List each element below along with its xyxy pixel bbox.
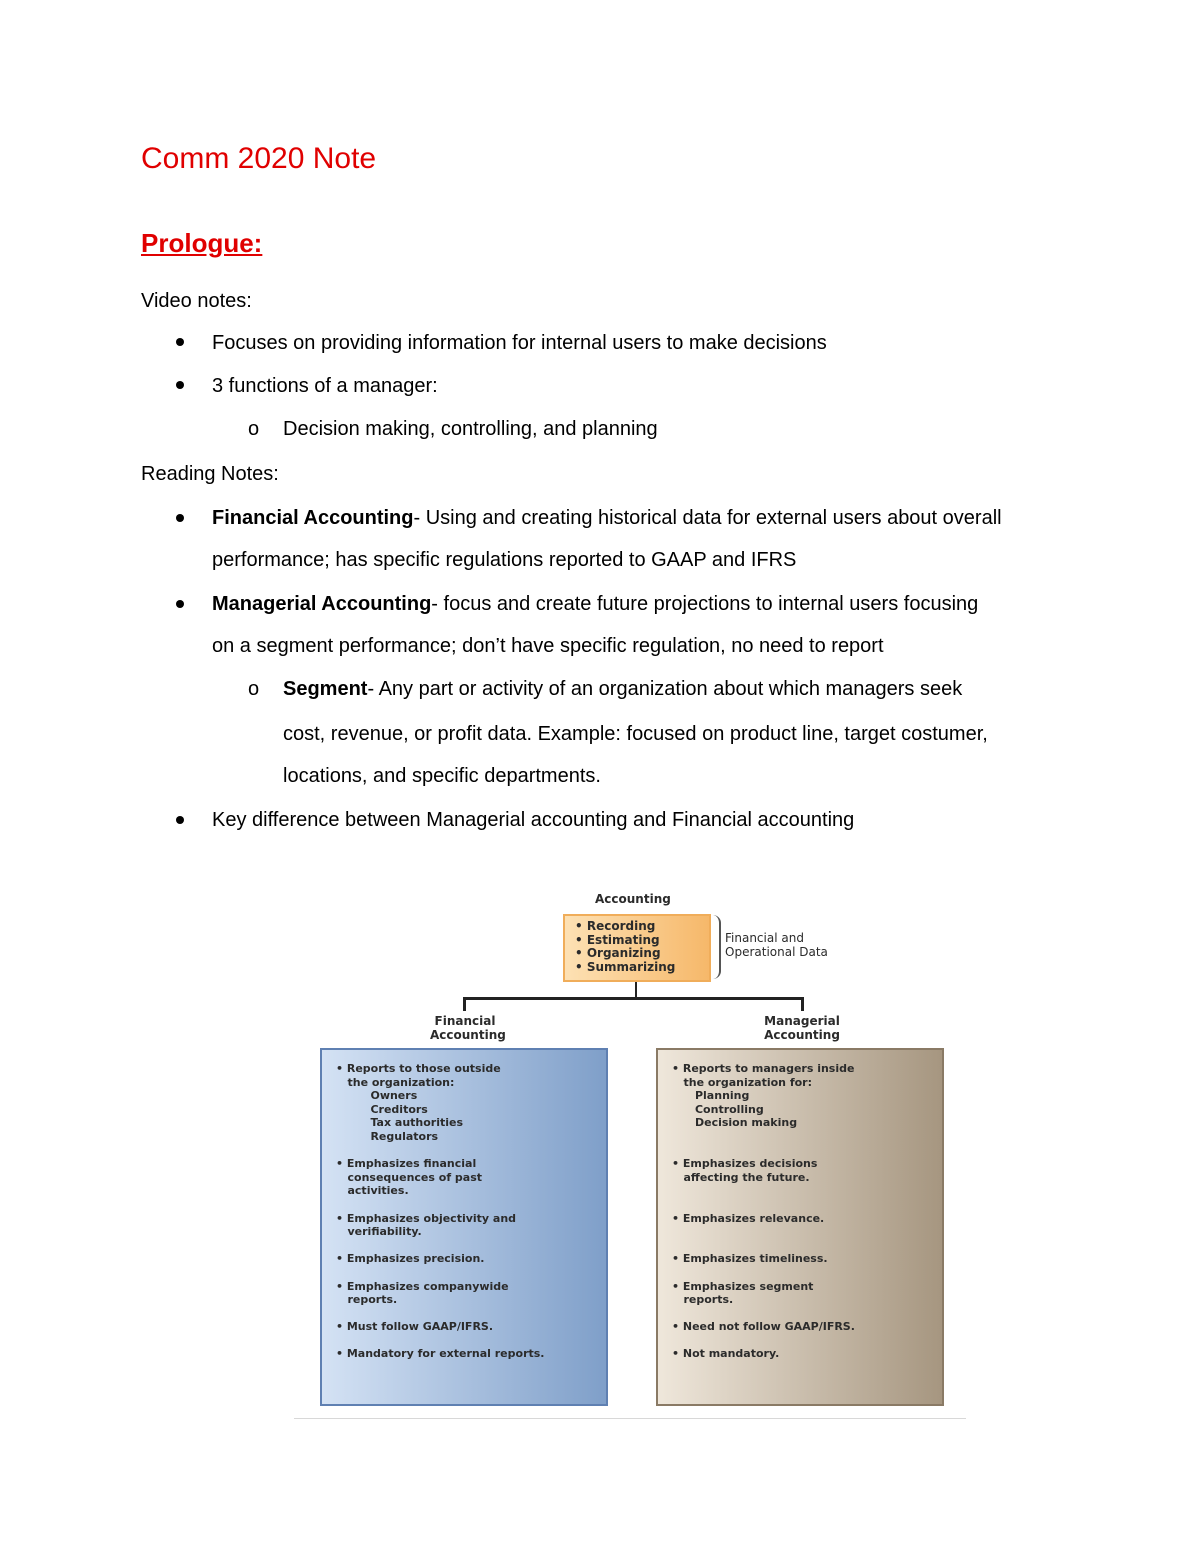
panel-line: • Reports to managers inside (672, 1062, 855, 1075)
panel-line: • Emphasizes segment (672, 1279, 814, 1293)
panel-line: the organization for: (672, 1075, 812, 1089)
panel-line: • Emphasizes financial (336, 1157, 477, 1171)
bullet-icon (176, 514, 184, 522)
definition-line: performance; has specific regulations reported to GAAP and IFRS (212, 549, 797, 571)
financial-accounting-title (430, 1014, 506, 1042)
panel-line: • Emphasizes precision. (336, 1252, 485, 1266)
list-item: 3 functions of a manager: (212, 375, 438, 397)
panel-line: Owners (336, 1089, 418, 1103)
managerial-accounting-title (760, 1015, 844, 1042)
sub-list-item-segment (283, 677, 962, 701)
data-label-line: Financial and (725, 931, 804, 945)
term-managerial: Managerial Accounting (212, 593, 432, 615)
panel-line: • Emphasizes companywide (336, 1279, 509, 1293)
panel-line (672, 1239, 942, 1253)
term-segment: Segment (283, 678, 368, 700)
definition-line: - focus and create future projections to internal users focusing (431, 593, 979, 615)
panel-line: Planning (672, 1089, 750, 1103)
panel-line (336, 1307, 606, 1321)
bullet-icon (176, 338, 184, 346)
bullet-icon (176, 816, 184, 824)
connector-line (801, 997, 804, 1011)
bullet-icon (176, 600, 184, 608)
accounting-box-item: • Summarizing (575, 959, 676, 974)
bullet-icon (176, 381, 184, 389)
panel-line: • Emphasizes relevance. (672, 1211, 825, 1225)
panel-line (672, 1184, 942, 1198)
panel-line: affecting the future. (672, 1170, 810, 1184)
panel-line: • Not mandatory. (672, 1347, 780, 1361)
panel-line: • Emphasizes decisions (672, 1157, 818, 1171)
list-item: Focuses on providing information for internal users to make decisions (212, 332, 827, 354)
definition-line: - Using and creating historical data for external users about overall (413, 507, 1002, 529)
panel-line: • Mandatory for external reports. (336, 1347, 545, 1361)
panel-line: • Emphasizes timeliness. (672, 1252, 828, 1266)
diagram-title: Accounting (595, 892, 671, 906)
connector-line (463, 997, 466, 1011)
document-title: Comm 2020 Note (141, 142, 377, 175)
panel-line: the organization: (336, 1075, 455, 1089)
list-item-managerial (212, 592, 978, 616)
panel-line: Tax authorities (336, 1116, 464, 1130)
circle-bullet-icon: o (248, 678, 260, 700)
definition-line: cost, revenue, or profit data. Example: focused on product line, target costumer, (283, 723, 988, 745)
panel-line (336, 1334, 606, 1348)
video-notes-label: Video notes: (141, 290, 252, 312)
panel-line (672, 1144, 942, 1158)
accounting-box-item: • Estimating (575, 932, 660, 947)
data-label (725, 932, 828, 959)
list-item: Key difference between Managerial accounting and Financial accounting (212, 809, 855, 831)
panel-line: • Need not follow GAAP/IFRS. (672, 1320, 855, 1334)
panel-line: Creditors (336, 1102, 428, 1116)
title-line: Financial (434, 1014, 496, 1028)
brace-icon (711, 915, 721, 979)
panel-line: Decision making (672, 1116, 798, 1130)
sub-list-item: Decision making, controlling, and planning (283, 418, 658, 440)
accounting-box-item: • Organizing (575, 946, 661, 961)
panel-line: consequences of past (336, 1170, 483, 1184)
definition-line: locations, and specific departments. (283, 765, 601, 787)
title-line: Accounting (430, 1027, 506, 1042)
accounting-box (563, 914, 711, 982)
connector-line (635, 982, 637, 998)
definition-line: - Any part or activity of an organization about which managers seek (367, 678, 963, 700)
panel-line: • Must follow GAAP/IFRS. (336, 1320, 494, 1334)
panel-line (672, 1334, 942, 1348)
panel-line: reports. (672, 1293, 734, 1307)
panel-line (672, 1130, 942, 1144)
panel-line: reports. (336, 1293, 398, 1307)
panel-line: Controlling (672, 1102, 764, 1116)
panel-line (336, 1144, 606, 1158)
accounting-box-item: • Recording (575, 919, 656, 933)
managerial-accounting-panel (656, 1048, 944, 1406)
panel-line (672, 1225, 942, 1239)
reading-notes-label: Reading Notes: (141, 463, 279, 485)
divider (294, 1418, 966, 1419)
panel-line: • Emphasizes objectivity and (336, 1211, 517, 1225)
panel-line (672, 1266, 942, 1280)
connector-line (463, 997, 804, 1000)
panel-line (672, 1198, 942, 1212)
panel-line (336, 1198, 606, 1212)
title-line: Managerial (764, 1014, 840, 1028)
financial-accounting-panel (320, 1048, 608, 1406)
panel-line (672, 1307, 942, 1321)
circle-bullet-icon: o (248, 418, 260, 440)
definition-line: on a segment performance; don’t have specific regulation, no need to report (212, 635, 884, 657)
panel-line: • Reports to those outside (336, 1062, 501, 1075)
section-heading: Prologue: (141, 228, 263, 258)
list-item-financial (212, 506, 1002, 530)
panel-line (336, 1239, 606, 1253)
data-label-line: Operational Data (725, 944, 828, 959)
panel-line: activities. (336, 1184, 409, 1198)
term-financial: Financial Accounting (212, 507, 414, 529)
panel-line: Regulators (336, 1129, 439, 1143)
panel-line (336, 1266, 606, 1280)
panel-line: verifiability. (336, 1225, 422, 1239)
title-line: Accounting (764, 1027, 840, 1042)
